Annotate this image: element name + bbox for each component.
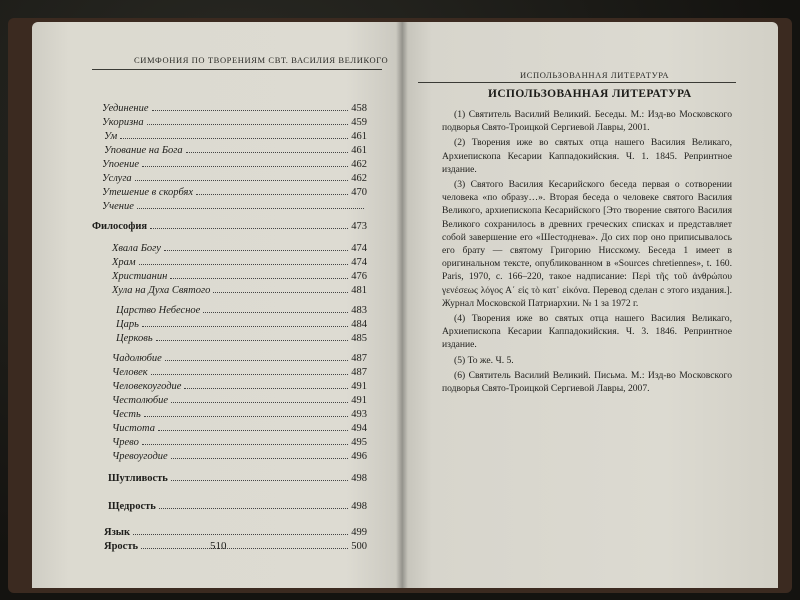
index-term: Ярость [104, 541, 139, 552]
index-term: Храм [112, 257, 136, 268]
dot-leader [165, 360, 348, 361]
index-term: Чистота [112, 423, 155, 434]
index-entry [108, 498, 367, 512]
dot-leader [213, 292, 348, 293]
index-term: Чадолюбие [112, 353, 162, 364]
index-term: Хвала Богу [112, 243, 161, 254]
index-entry [112, 254, 367, 268]
book-gutter-shadow [396, 22, 408, 588]
index-term: Хула на Духа Святого [112, 285, 211, 296]
dot-leader [156, 340, 349, 341]
index-entry [112, 282, 367, 296]
index-term: Шутливость [108, 473, 168, 484]
index-page-number: 498 [351, 501, 367, 512]
index-term: Услуга [102, 173, 132, 184]
index-entry [112, 268, 367, 282]
dot-leader [159, 508, 348, 509]
dot-leader [171, 402, 348, 403]
dot-leader [186, 152, 349, 153]
index-entry [112, 392, 367, 406]
dot-leader [147, 124, 349, 125]
index-page-number: 470 [351, 187, 367, 198]
index-page-number: 476 [351, 271, 367, 282]
index-term: Честолюбие [112, 395, 169, 406]
dot-leader [158, 430, 348, 431]
index-entry [104, 524, 367, 538]
index-term: Язык [104, 527, 131, 538]
index-page-number: 461 [351, 131, 367, 142]
index-entry [112, 364, 367, 378]
index-entry [102, 198, 367, 212]
index-term: Честь [112, 409, 141, 420]
index-page-number: 491 [351, 381, 367, 392]
index-term: Человек [112, 367, 148, 378]
index-term: Утешение в скорбях [102, 187, 194, 198]
index-entry [116, 330, 367, 344]
index-entry [112, 448, 367, 462]
right-running-head: ИСПОЛЬЗОВАННАЯ ЛИТЕРАТУРА [520, 70, 670, 80]
reference-item: (4) Творения иже во святых отца нашего Василия Великаго, Архиепископа Кесарии Каппадокийския. Ч. 3. 1846. Репринтное издание. [442, 313, 732, 351]
reference-item: (3) Святого Василия Кесарийского беседа первая о сотворении человека «по образу…». Вторая беседа о человеке святого Василия Великого, архиепископа Кесарийского [Это творение святого Василия Великого сохранилось в древних греческих списках и представляет собой завершение его «Шестоднева». До сих пор оно приписывалось его брату — святому Григорию Нисскому. Беседа 1 имеет в оригинальном тексте, опубликованном в «Sources chretiennes», t. 160. Paris, 1970, c. 166–220, такое надписание: Περὶ τῆς τοῦ ἀνθρώπου γενέσεως λόγος Α΄ εἰς τὸ κατ᾽ εἰκόνα. Перевод сделан с этого издания.]. Журнал Московской Патриархии. № 1 за 1972 г. [442, 179, 732, 309]
index-page-number: 498 [351, 473, 367, 484]
index-page-number: 487 [351, 367, 367, 378]
index-term: Ум [104, 131, 118, 142]
reference-item: (6) Святитель Василий Великий. Письма. М.: Изд-во Московского подворья Свято-Троицкой Сергиевой Лавры, 2007. [442, 369, 732, 395]
index-page-number: 484 [351, 319, 367, 330]
index-entry [112, 434, 367, 448]
index-term: Царь [116, 319, 139, 330]
index-term: Укоризна [102, 117, 144, 128]
index-entry [112, 378, 367, 392]
index-page-number: 474 [351, 243, 367, 254]
dot-leader [184, 388, 348, 389]
left-running-head: СИМФОНИЯ ПО ТВОРЕНИЯМ СВТ. ВАСИЛИЯ ВЕЛИКОГО [134, 55, 389, 65]
index-entry [104, 538, 367, 552]
index-entry [92, 218, 367, 232]
index-entry [104, 128, 367, 142]
index-page-number: 462 [351, 159, 367, 170]
index-page-number: 481 [351, 285, 367, 296]
index-term: Учение [102, 201, 134, 212]
left-header-rule [92, 69, 382, 70]
index-entry [102, 156, 367, 170]
dot-leader [171, 480, 348, 481]
index-entry [112, 350, 367, 364]
references-list [442, 108, 732, 397]
index-entry [112, 420, 367, 434]
index-page-number: 458 [351, 103, 367, 114]
index-term: Царство Небесное [116, 305, 201, 316]
dot-leader [139, 264, 349, 265]
index-page-number: 461 [351, 145, 367, 156]
index-page-number: 496 [351, 451, 367, 462]
index-entry [116, 316, 367, 330]
index-entry [102, 100, 367, 114]
dot-leader [164, 250, 348, 251]
index-term: Чревоугодие [112, 451, 168, 462]
index-entry [104, 142, 367, 156]
dot-leader [120, 138, 348, 139]
dot-leader [144, 416, 348, 417]
dot-leader [171, 458, 349, 459]
index-page-number: 474 [351, 257, 367, 268]
dot-leader [142, 444, 348, 445]
dot-leader [152, 110, 349, 111]
index-page-number: 483 [351, 305, 367, 316]
index-page-number: 493 [351, 409, 367, 420]
index-term: Щедрость [108, 501, 156, 512]
dot-leader [137, 208, 364, 209]
index-term: Философия [92, 221, 148, 232]
right-page [402, 22, 778, 588]
left-page-number: 510 [210, 540, 227, 552]
dot-leader [150, 228, 348, 229]
index-term: Уединение [102, 103, 149, 114]
dot-leader [151, 374, 349, 375]
index-page-number: 499 [351, 527, 367, 538]
section-title: ИСПОЛЬЗОВАННАЯ ЛИТЕРАТУРА [488, 88, 692, 100]
index-page-number: 487 [351, 353, 367, 364]
index-entry [112, 240, 367, 254]
reference-item: (2) Творения иже во святых отца нашего Василия Великаго, Архиепископа Кесарии Каппадокийския. Ч. 1. 1845. Репринтное издание. [442, 137, 732, 175]
index-entry [116, 302, 367, 316]
reference-item: (5) То же. Ч. 5. [454, 354, 514, 366]
dot-leader [141, 548, 348, 549]
index-page-number: 495 [351, 437, 367, 448]
index-term: Христианин [112, 271, 168, 282]
dot-leader [203, 312, 348, 313]
index-entry [112, 406, 367, 420]
index-term: Упование на Бога [104, 145, 183, 156]
index-entry [108, 470, 367, 484]
index-entry [102, 184, 367, 198]
index-term: Чрево [112, 437, 139, 448]
dot-leader [142, 166, 348, 167]
index-page-number: 485 [351, 333, 367, 344]
dot-leader [170, 278, 348, 279]
reference-item: (1) Святитель Василий Великий. Беседы. М.: Изд-во Московского подворья Свято-Троицкой Сергиевой Лавры, 2001. [442, 109, 732, 134]
index-term: Упоение [102, 159, 140, 170]
right-header-rule [418, 82, 736, 83]
index-page-number: 500 [351, 541, 367, 552]
index-page-number: 462 [351, 173, 367, 184]
index-page-number: 459 [351, 117, 367, 128]
dot-leader [135, 180, 349, 181]
index-page-number: 494 [351, 423, 367, 434]
dot-leader [133, 534, 348, 535]
index-term: Церковь [116, 333, 153, 344]
index-term: Человекоугодие [112, 381, 182, 392]
dot-leader [142, 326, 348, 327]
index-page-number: 491 [351, 395, 367, 406]
left-page [32, 22, 402, 588]
index-entry [102, 170, 367, 184]
index-page-number: 473 [351, 221, 367, 232]
dot-leader [196, 194, 348, 195]
index-entry [102, 114, 367, 128]
